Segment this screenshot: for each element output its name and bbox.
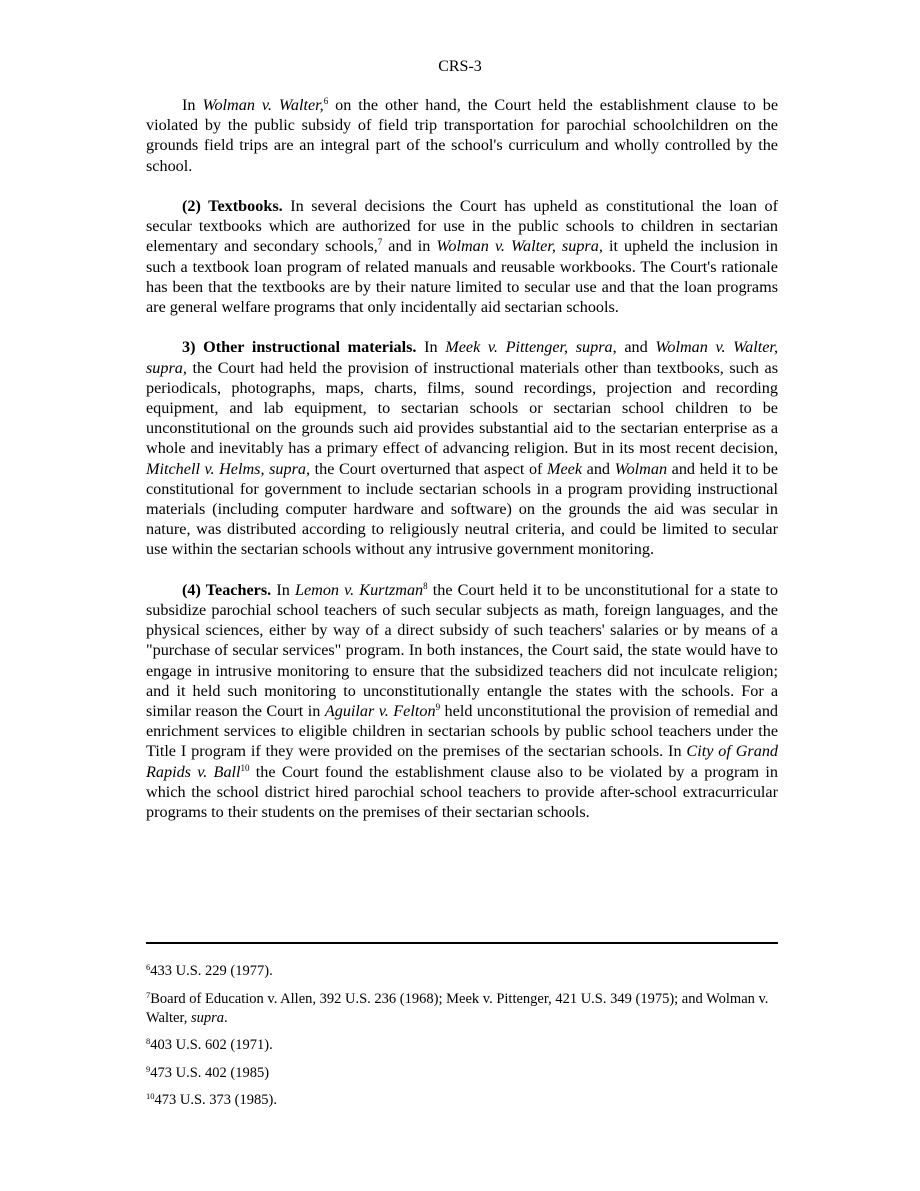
text: , the Court overturned that aspect of xyxy=(305,459,548,478)
footnote-10 xyxy=(146,1091,778,1110)
text: and held it to be constitutional for government to include sectarian schools in a program providing instructional materials (including computer hardware and software) on the grounds the aid was secular in nature, was distributed according to religiously neutral criteria, and could be limited to secular use within the sectarian schools without any intrusive government monitoring. xyxy=(146,459,779,559)
footnote-ref-6: 6 xyxy=(323,96,329,106)
footnote-text: . xyxy=(224,1009,228,1026)
section-heading-materials: 3) Other instructional materials. xyxy=(182,338,417,357)
footnote-text: 403 U.S. 602 (1971). xyxy=(150,1037,273,1053)
footnote-7 xyxy=(146,990,778,1028)
footnotes xyxy=(146,962,778,1119)
paragraph-teachers xyxy=(146,580,778,822)
text: and in xyxy=(382,237,437,256)
footnote-ref-9: 9 xyxy=(435,702,441,713)
footnote-ref-7: 7 xyxy=(377,237,383,248)
case-name: Aguilar v. Felton xyxy=(324,702,436,721)
section-heading-teachers: (4) Teachers. xyxy=(182,580,272,599)
footnote-number: 7 xyxy=(146,989,151,1000)
case-name: Wolman v. Walter, supra, xyxy=(436,237,603,256)
footnote-text: 473 U.S. 373 (1985). xyxy=(154,1092,277,1108)
section-heading-textbooks: (2) Textbooks. xyxy=(182,197,283,215)
footnote-divider xyxy=(146,942,778,944)
case-name: Meek xyxy=(547,459,583,478)
footnote-text: 433 U.S. 229 (1977). xyxy=(150,963,273,979)
footnote-6 xyxy=(146,962,778,981)
text: the Court had held the provision of instructional materials other than textbooks, such as periodicals, photographs, maps, charts, films, sound recordings, projection and recording equipment, and lab equipment, to sectarian schools or sectarian school children to be unconstitutional on the grounds such aid provides substantial aid to the sectarian enterprise as a whole and inevitably has a primary effect of advancing religion. But in its most recent decision, xyxy=(146,358,778,458)
case-name: Lemon v. Kurtzman xyxy=(294,580,424,599)
footnote-ref-8: 8 xyxy=(423,580,428,591)
paragraph-field-trips xyxy=(146,95,778,176)
document-body xyxy=(146,95,778,842)
footnote-number: 6 xyxy=(146,962,151,972)
footnote-ref-10: 10 xyxy=(240,762,250,773)
case-name: Wolman xyxy=(614,459,668,478)
text: In xyxy=(416,338,446,357)
text: , and xyxy=(612,338,656,357)
case-name: Wolman v. Walter, supra, xyxy=(146,338,778,377)
footnote-text: Board of Education v. Allen, 392 U.S. 236 (1968); Meek v. Pittenger, 421 U.S. 349 (1975); and Wolman v. Walter, xyxy=(146,990,769,1026)
text: In several decisions the Court has upheld as constitutional the loan of secular textbooks which are authorized for use in the public schools to children in sectarian elementary and secondary schools, xyxy=(146,197,778,256)
paragraph-instructional-materials xyxy=(146,337,778,559)
text: and xyxy=(582,459,615,478)
text: the Court held it to be unconstitutional for a state to subsidize parochial school teachers of such secular subjects as math, foreign languages, and the physical sciences, either by way of a direct subsidy of such teachers' salaries or by means of a "purchase of secular services" program. In both instances, the Court said, the state would have to engage in intrusive monitoring to ensure that the subsidized teachers did not inculcate religion; and it held such monitoring to unconstitutionally entangle the states with the schools. For a similar reason the Court in xyxy=(146,580,779,721)
footnote-9 xyxy=(146,1064,778,1083)
case-name: Mitchell v. Helms, supra xyxy=(146,459,306,478)
text: the Court found the establishment clause also to be violated by a program in which the school district hired parochial school teachers to provide after-school extracurricular programs to their students on the premises of their sectarian schools. xyxy=(146,762,778,822)
footnote-8 xyxy=(146,1036,778,1055)
text: on the other hand, the Court held the establishment clause to be violated by the public subsidy of field trip transportation for parochial schoolchildren on the grounds field trips are an integral part of the school's curriculum and wholly controlled by the school. xyxy=(146,96,778,175)
case-name: Meek v. Pittenger, supra xyxy=(445,338,613,357)
text: it upheld the inclusion in such a textbook loan program of related manuals and reusable workbooks. The Court's rationale has been that the textbooks are by their nature limited to secular use and that the loan programs are general welfare programs that only incidentally aid sectarian schools. xyxy=(146,237,778,317)
case-name: City of Grand Rapids v. Ball xyxy=(146,742,779,781)
page-header: CRS-3 xyxy=(438,58,482,75)
text: held unconstitutional the provision of remedial and enrichment services to eligible children in sectarian schools by public school teachers under the Title I program if they were provided on the premises of the sectarian schools. In xyxy=(146,702,779,761)
footnote-number: 9 xyxy=(146,1063,151,1074)
footnote-text: 473 U.S. 402 (1985) xyxy=(150,1064,270,1081)
text: In xyxy=(271,580,295,599)
case-name: Wolman v. Walter, xyxy=(202,96,324,114)
footnote-number: 10 xyxy=(146,1091,155,1101)
paragraph-textbooks xyxy=(146,196,778,317)
footnote-italic: supra xyxy=(190,1009,224,1026)
footnote-number: 8 xyxy=(146,1036,151,1046)
text: In xyxy=(182,96,203,114)
